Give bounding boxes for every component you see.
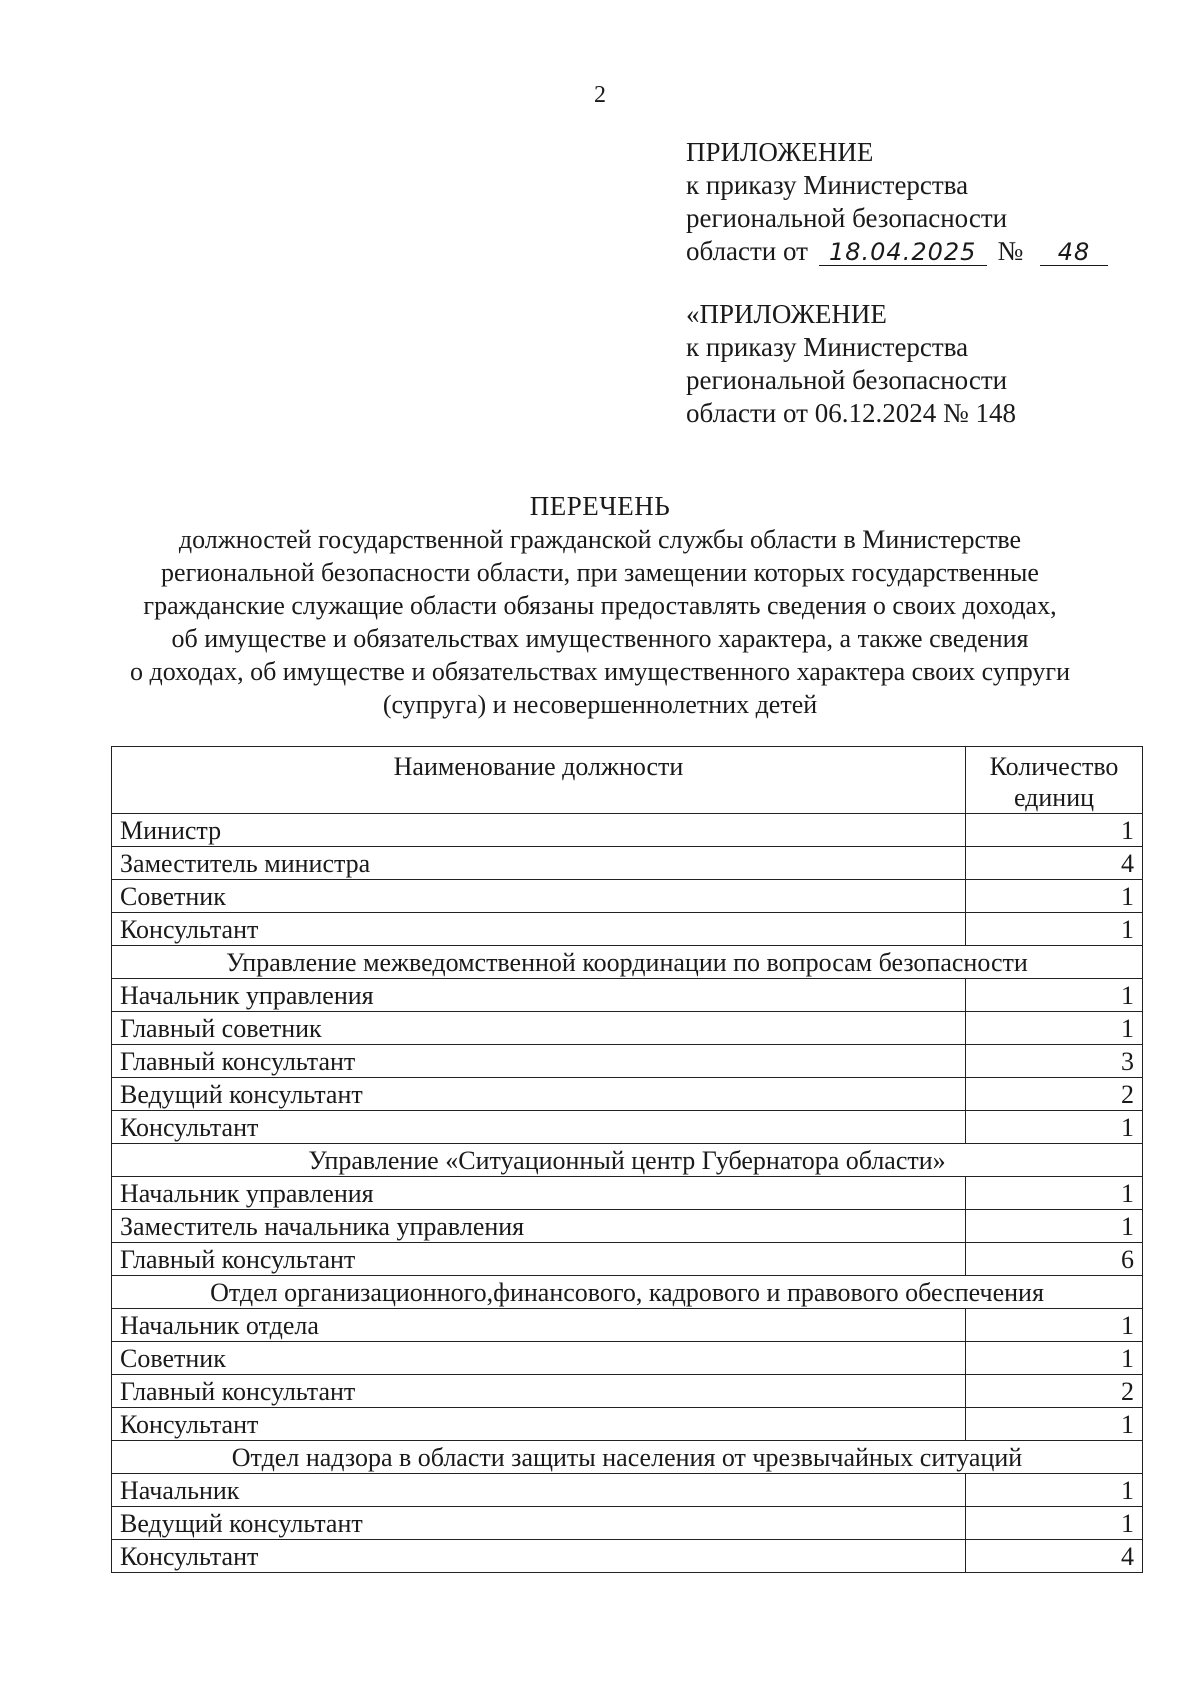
appendix-line-1: к приказу Министерства xyxy=(686,170,969,200)
table-row xyxy=(112,1309,1143,1342)
appendix-prev-line-2: региональной безопасности xyxy=(686,365,1008,395)
position-name: Главный советник xyxy=(112,1012,966,1045)
table-row xyxy=(112,1210,1143,1243)
list-subtitle-line: гражданские служащие области обязаны предоставлять сведения о своих доходах, xyxy=(143,591,1057,620)
header-position-name: Наименование должности xyxy=(112,747,966,814)
section-row xyxy=(112,1441,1143,1474)
appendix-previous-header xyxy=(686,298,1016,430)
table-row xyxy=(112,1243,1143,1276)
unit-count: 2 xyxy=(966,1078,1143,1111)
appendix-prev-line-1: к приказу Министерства xyxy=(686,332,969,362)
list-title-block xyxy=(60,490,1140,721)
table-row xyxy=(112,1540,1143,1573)
position-name: Начальник отдела xyxy=(112,1309,966,1342)
positions-table xyxy=(111,746,1143,1573)
appendix-date-line xyxy=(686,235,1108,268)
position-name: Начальник управления xyxy=(112,1177,966,1210)
position-name: Начальник управления xyxy=(112,979,966,1012)
table-body xyxy=(112,814,1143,1573)
appendix-current-header xyxy=(686,136,1108,268)
header-unit-count xyxy=(966,747,1143,814)
header-count-line-1: Количество xyxy=(989,752,1119,781)
handwritten-date: 18.04.2025 xyxy=(819,239,987,266)
table-row xyxy=(112,814,1143,847)
table-row xyxy=(112,1177,1143,1210)
position-name: Консультант xyxy=(112,1540,966,1573)
section-row xyxy=(112,1144,1143,1177)
unit-count: 1 xyxy=(966,913,1143,946)
unit-count: 1 xyxy=(966,1309,1143,1342)
unit-count: 1 xyxy=(966,1177,1143,1210)
unit-count: 1 xyxy=(966,1012,1143,1045)
table-row xyxy=(112,1111,1143,1144)
list-subtitle-line: об имуществе и обязательствах имущественного характера, а также сведения xyxy=(171,624,1029,653)
position-name: Главный консультант xyxy=(112,1045,966,1078)
unit-count: 3 xyxy=(966,1045,1143,1078)
position-name: Ведущий консультант xyxy=(112,1078,966,1111)
position-name: Ведущий консультант xyxy=(112,1507,966,1540)
unit-count: 1 xyxy=(966,979,1143,1012)
table-row xyxy=(112,1507,1143,1540)
header-count-line-2: единиц xyxy=(1013,783,1095,812)
section-row xyxy=(112,946,1143,979)
unit-count: 1 xyxy=(966,814,1143,847)
unit-count: 2 xyxy=(966,1375,1143,1408)
table-row xyxy=(112,1375,1143,1408)
appendix-title: ПРИЛОЖЕНИЕ xyxy=(686,137,874,167)
unit-count: 4 xyxy=(966,1540,1143,1573)
list-heading: ПЕРЕЧЕНЬ xyxy=(529,491,671,521)
position-name: Консультант xyxy=(112,913,966,946)
table-row xyxy=(112,1078,1143,1111)
handwritten-number: 48 xyxy=(1040,239,1108,266)
list-subtitle-line: о доходах, об имуществе и обязательствах имущественного характера своих супруги xyxy=(129,657,1071,686)
section-title: Отдел надзора в области защиты населения от чрезвычайных ситуаций xyxy=(112,1441,1143,1474)
section-title: Отдел организационного,финансового, кадрового и правового обеспечения xyxy=(112,1276,1143,1309)
section-row xyxy=(112,1276,1143,1309)
page-number: 2 xyxy=(594,82,606,108)
table-row xyxy=(112,1045,1143,1078)
unit-count: 1 xyxy=(966,1342,1143,1375)
appendix-prev-line-3: области от 06.12.2024 № 148 xyxy=(686,398,1016,428)
table-row xyxy=(112,880,1143,913)
table-row xyxy=(112,1342,1143,1375)
unit-count: 4 xyxy=(966,847,1143,880)
unit-count: 1 xyxy=(966,880,1143,913)
section-title: Управление «Ситуационный центр Губернатора области» xyxy=(112,1144,1143,1177)
table-row xyxy=(112,1408,1143,1441)
unit-count: 6 xyxy=(966,1243,1143,1276)
unit-count: 1 xyxy=(966,1474,1143,1507)
table-row xyxy=(112,979,1143,1012)
appendix-date-prefix: области от xyxy=(686,236,808,266)
list-subtitle-line: должностей государственной гражданской службы области в Министерстве xyxy=(178,525,1022,554)
position-name: Главный консультант xyxy=(112,1243,966,1276)
position-name: Советник xyxy=(112,1342,966,1375)
section-title: Управление межведомственной координации по вопросам безопасности xyxy=(112,946,1143,979)
table-row xyxy=(112,1474,1143,1507)
unit-count: 1 xyxy=(966,1210,1143,1243)
position-name: Консультант xyxy=(112,1408,966,1441)
position-name: Советник xyxy=(112,880,966,913)
table-row xyxy=(112,847,1143,880)
list-subtitle-line: региональной безопасности области, при замещении которых государственные xyxy=(161,558,1039,587)
table-row xyxy=(112,913,1143,946)
table-row xyxy=(112,1012,1143,1045)
appendix-prev-title: «ПРИЛОЖЕНИЕ xyxy=(686,299,887,329)
position-name: Начальник xyxy=(112,1474,966,1507)
number-sign: № xyxy=(997,236,1024,266)
position-name: Заместитель начальника управления xyxy=(112,1210,966,1243)
unit-count: 1 xyxy=(966,1408,1143,1441)
position-name: Заместитель министра xyxy=(112,847,966,880)
appendix-line-2: региональной безопасности xyxy=(686,203,1008,233)
unit-count: 1 xyxy=(966,1507,1143,1540)
position-name: Главный консультант xyxy=(112,1375,966,1408)
table-header-row xyxy=(112,747,1143,814)
unit-count: 1 xyxy=(966,1111,1143,1144)
list-subtitle-line: (супруга) и несовершеннолетних детей xyxy=(382,690,818,719)
position-name: Министр xyxy=(112,814,966,847)
position-name: Консультант xyxy=(112,1111,966,1144)
